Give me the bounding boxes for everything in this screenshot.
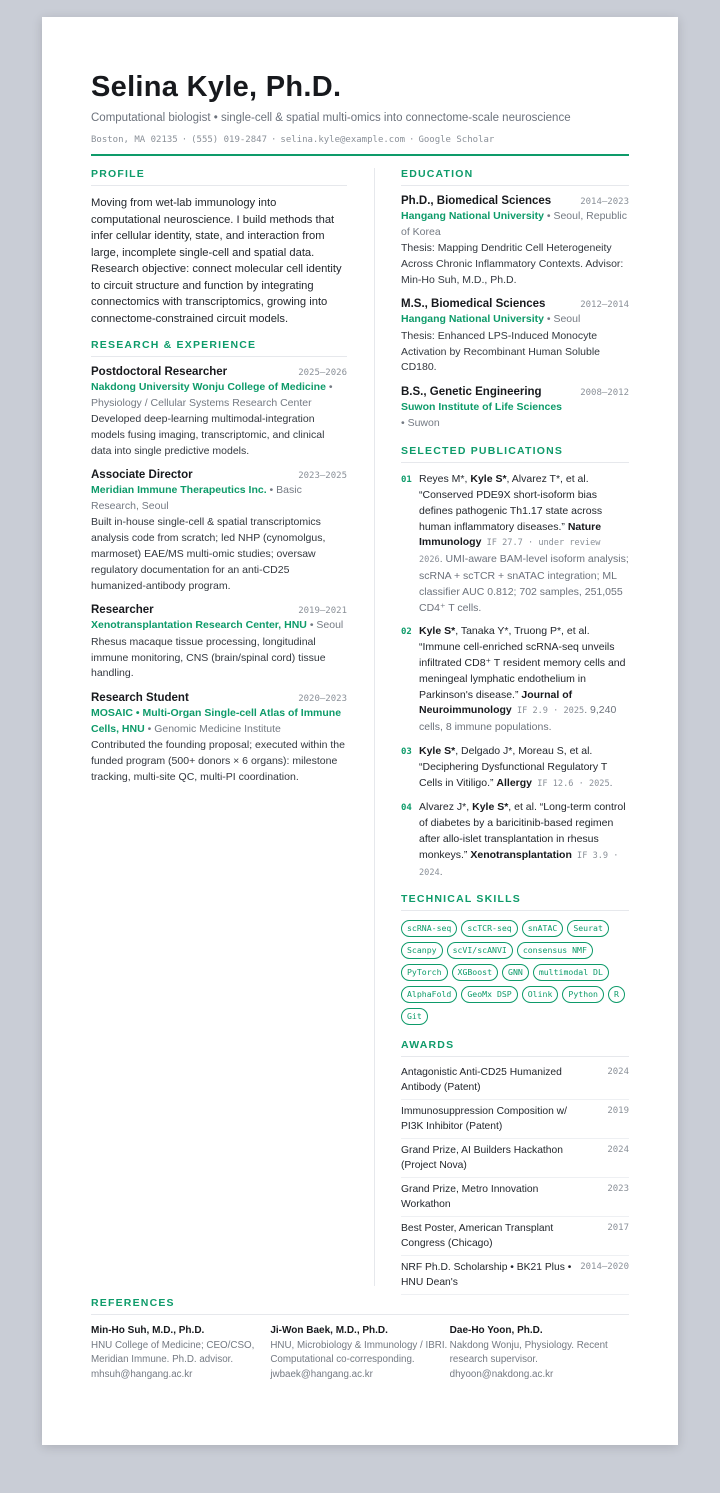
award-name: Grand Prize, AI Builders Hackathon (Project Nova) [401, 1145, 563, 1172]
skill-tag: AlphaFold [401, 986, 457, 1003]
job-dept: • Seoul [309, 619, 344, 632]
pub-title: , Tanaka Y*, Truong P*, et al. “Immune cell-enriched scRNA-seq unveils infiltrated CD8⁺ T resident memory cells and meningeal lymphatic endothelium in Parkinson's disease.” [419, 625, 626, 701]
award-name: Immunosuppression Composition w/ PI3K Inhibitor (Patent) [401, 1106, 567, 1133]
publication-number: 04 [401, 803, 412, 814]
job-org: Xenotransplantation Research Center, HNU [91, 619, 307, 632]
job-org: Nakdong University Wonju College of Medicine [91, 381, 326, 393]
reference-email[interactable]: mhsuh@hangang.ac.kr [91, 1368, 193, 1380]
award-year: 2023 [607, 1184, 629, 1195]
award-year: 2024 [607, 1145, 629, 1156]
pub-title: , Delgado J*, Moreau S, et al. “Deciphering Dysfunctional Regulatory T Cells in Vitiligo.” [419, 745, 608, 789]
contact-phone[interactable]: (555) 019-2847 [191, 135, 267, 145]
pub-title: , et al. “Long-term control of diabetes by a baricitinib-based regimen after allo-islet transplantation in rhesus monkeys.” [419, 801, 626, 861]
award-year: 2019 [607, 1106, 629, 1117]
reference-item [450, 1324, 629, 1382]
reference-name: Dae-Ho Yoon, Ph.D. [449, 1325, 543, 1336]
skill-tag: Olink [522, 986, 559, 1003]
job-title: Researcher [91, 604, 154, 617]
reference-description: HNU College of Medicine; CEO/CSO, Meridian Immune. Ph.D. advisor. [91, 1339, 255, 1365]
award-year: 2014–2020 [580, 1262, 629, 1273]
pub-journal: Allergy [496, 776, 533, 789]
column-divider [374, 168, 375, 1286]
job-dates: 2019–2021 [298, 606, 347, 617]
award-item [401, 1100, 629, 1139]
skill-tag: Seurat [567, 920, 609, 937]
pub-authors: Alvarez J*, [419, 801, 473, 814]
experience-heading: RESEARCH & EXPERIENCE [91, 339, 347, 357]
award-item [401, 1178, 629, 1217]
reference-item [91, 1324, 270, 1382]
education-dates: 2014–2023 [580, 197, 629, 207]
job-title: Associate Director [91, 469, 193, 482]
job-description: Built in-house single-cell & spatial transcriptomics analysis code from scratch; led NHP (cynomolgus, marmoset) EAE/MS multi-omic studies; oversaw regulatory documentation for an anti-CD25 humanized-antibody program. [91, 516, 326, 592]
degree: Ph.D., Biomedical Sciences [401, 195, 552, 207]
skills-heading: TECHNICAL SKILLS [401, 893, 629, 911]
contact-email[interactable]: selina.kyle@example.com [280, 135, 406, 145]
resume-page [42, 17, 678, 1445]
award-name: NRF Ph.D. Scholarship • BK21 Plus • HNU Dean's [401, 1262, 572, 1289]
pub-journal: Journal of Neuroimmunology [419, 688, 573, 717]
resume-header [91, 71, 629, 1288]
job-description: Contributed the founding proposal; executed within the funded program (500+ donors × 6 organs): milestone tracking, multi-site QC, multi-PI coordination. [91, 739, 345, 783]
pub-journal: Xenotransplantation [470, 848, 572, 861]
experience-item [91, 692, 347, 785]
school-location: • Seoul, Republic of Korea [401, 210, 628, 238]
contact-address: Boston, MA 02135 [91, 135, 178, 145]
skill-tag: PyTorch [401, 964, 448, 981]
job-dates: 2025–2026 [298, 368, 347, 378]
pub-self-author: Kyle S* [470, 473, 507, 486]
pub-meta: IF 27.7 · under review 2026 [419, 538, 601, 566]
school: Hangang National University [401, 210, 544, 222]
references-heading: REFERENCES [91, 1297, 629, 1315]
pub-self-author: Kyle S* [419, 625, 456, 638]
school: Hangang National University [401, 313, 544, 326]
publication-item [401, 800, 629, 881]
reference-description: Nakdong Wonju, Physiology. Recent research supervisor. [449, 1339, 608, 1365]
references-section [91, 1297, 629, 1382]
thesis: Thesis: Mapping Dendritic Cell Heterogeneity Across Chronic Inflammatory Contexts. Advisor: Min-Ho Suh, M.D., Ph.D. [401, 242, 624, 286]
skill-tag: Scanpy [401, 942, 443, 959]
skill-tag: Git [401, 1008, 428, 1025]
award-item [401, 1061, 629, 1100]
reference-description: HNU, Microbiology & Immunology / IBRI. Computational co-corresponding. [270, 1339, 448, 1365]
job-org: MOSAIC • Multi-Organ Single-cell Atlas of Immune Cells, HNU [91, 707, 342, 735]
pub-journal: Nature Immunology [419, 520, 602, 549]
publication-item [401, 472, 629, 616]
pub-self-author: Kyle S* [419, 745, 456, 758]
google-scholar-link[interactable]: Google Scholar [418, 135, 495, 145]
skill-tag: snATAC [522, 920, 564, 937]
education-dates: 2008–2012 [580, 388, 629, 399]
award-item [401, 1139, 629, 1178]
skills-tag-list [401, 920, 629, 1025]
publication-number: 03 [401, 747, 412, 758]
publication-number: 02 [401, 627, 412, 638]
education-item [401, 195, 629, 288]
awards-heading: AWARDS [401, 1039, 629, 1057]
thesis: Thesis: Enhanced LPS-Induced Monocyte Activation by Recombinant Human Soluble CD180. [401, 329, 601, 374]
school-location: • Seoul [546, 313, 581, 326]
header-divider [91, 154, 629, 156]
job-description: Rhesus macaque tissue processing, longitudinal immune monitoring, CNS (brain/spinal cord) tissue handling. [91, 635, 326, 680]
skill-tag: scRNA-seq [401, 920, 457, 937]
reference-email[interactable]: dhyoon@nakdong.ac.kr [449, 1368, 554, 1380]
school-location: • Suwon [401, 416, 440, 429]
skill-tag: scVI/scANVI [447, 942, 513, 959]
award-year: 2024 [607, 1067, 629, 1078]
profile-heading: PROFILE [91, 168, 347, 186]
pub-note: . [609, 776, 613, 789]
left-column [91, 168, 347, 796]
right-column [401, 168, 629, 1295]
publications-heading: SELECTED PUBLICATIONS [401, 445, 629, 463]
job-description: Developed deep-learning multimodal-integration models fusing imaging, transcriptomic, and clinical data into single predictive models. [91, 413, 325, 457]
skill-tag: consensus NMF [517, 942, 593, 959]
pub-meta: IF 3.9 · 2024 [419, 850, 619, 878]
pub-self-author: Kyle S* [472, 801, 509, 814]
publication-number: 01 [401, 475, 412, 486]
experience-item [91, 604, 347, 682]
skill-tag: R [608, 986, 625, 1003]
reference-email[interactable]: jwbaek@hangang.ac.kr [270, 1368, 373, 1380]
job-dates: 2023–2025 [298, 471, 347, 482]
job-dates: 2020–2023 [298, 694, 347, 705]
award-item [401, 1256, 629, 1295]
job-title: Postdoctoral Researcher [91, 366, 228, 378]
skill-tag: multimodal DL [533, 964, 609, 981]
skill-tag: Python [562, 986, 604, 1003]
skill-tag: GNN [502, 964, 529, 981]
pub-title: , Alvarez T*, et al. “Conserved PDE9X short-isoform bias defines pathogenic Th1.17 state across human inflammatory diseases.” [419, 473, 603, 533]
publication-item [401, 624, 629, 736]
job-title: Research Student [91, 692, 189, 705]
experience-item [91, 366, 347, 459]
reference-name: Ji-Won Baek, M.D., Ph.D. [270, 1325, 388, 1336]
degree: M.S., Biomedical Sciences [401, 298, 546, 311]
skill-tag: scTCR-seq [461, 920, 517, 937]
pub-meta: IF 12.6 · 2025 [532, 778, 610, 789]
education-heading: EDUCATION [401, 168, 629, 186]
two-column-body [91, 168, 629, 1288]
education-item [401, 298, 629, 376]
job-dept: • Basic Research, Seoul [91, 484, 302, 512]
degree: B.S., Genetic Engineering [401, 386, 542, 399]
pub-note: . 9,240 cells, 8 immune populations. [419, 704, 617, 734]
skill-tag: XGBoost [452, 964, 499, 981]
experience-item [91, 469, 347, 594]
skill-tag: GeoMx DSP [461, 986, 517, 1003]
job-dept: • Genomic Medicine Institute [147, 722, 281, 735]
job-org: Meridian Immune Therapeutics Inc. [91, 484, 267, 497]
education-item [401, 386, 629, 431]
reference-item [270, 1324, 449, 1382]
reference-name: Min-Ho Suh, M.D., Ph.D. [91, 1325, 205, 1336]
award-name: Grand Prize, Metro Innovation Workathon [401, 1184, 539, 1211]
award-year: 2017 [607, 1223, 629, 1234]
page-title: Selina Kyle, Ph.D. [91, 71, 342, 103]
award-name: Best Poster, American Transplant Congress (Chicago) [401, 1223, 554, 1250]
publication-item [401, 744, 629, 792]
school: Suwon Institute of Life Sciences [401, 401, 563, 414]
award-item [401, 1217, 629, 1256]
contact-line: Boston, MA 02135 · (555) 019-2847 · selina.kyle@example.com · Google Scholar [91, 135, 495, 145]
profile-text: Moving from wet-lab immunology into computational neuroscience. I build methods that infer cellular identity, state, and interaction from large, incomplete single-cell and spatial data. Research objective: connect molecular cell identity to circuit structure and function by integrating connectomics with transcriptomics, growing into connectome-constrained circuit models. [91, 197, 342, 325]
pub-note: . [439, 865, 443, 878]
education-dates: 2012–2014 [580, 300, 629, 311]
pub-meta: IF 2.9 · 2025 [511, 706, 585, 717]
job-dept: • Physiology / Cellular Systems Research Center [91, 381, 333, 409]
references-grid [91, 1324, 629, 1382]
pub-note: . UMI-aware BAM-level isoform analysis; scRNA + scTCR + snATAC integration; ML classifier AUC 0.812; 702 samples, 251,055 CD4⁺ T cells. [419, 553, 629, 614]
award-name: Antagonistic Anti-CD25 Humanized Antibody (Patent) [401, 1067, 562, 1094]
tagline: Computational biologist • single-cell & spatial multi-omics into connectome-scale neuroscience [91, 112, 571, 124]
pub-authors: Reyes M*, [419, 473, 471, 486]
